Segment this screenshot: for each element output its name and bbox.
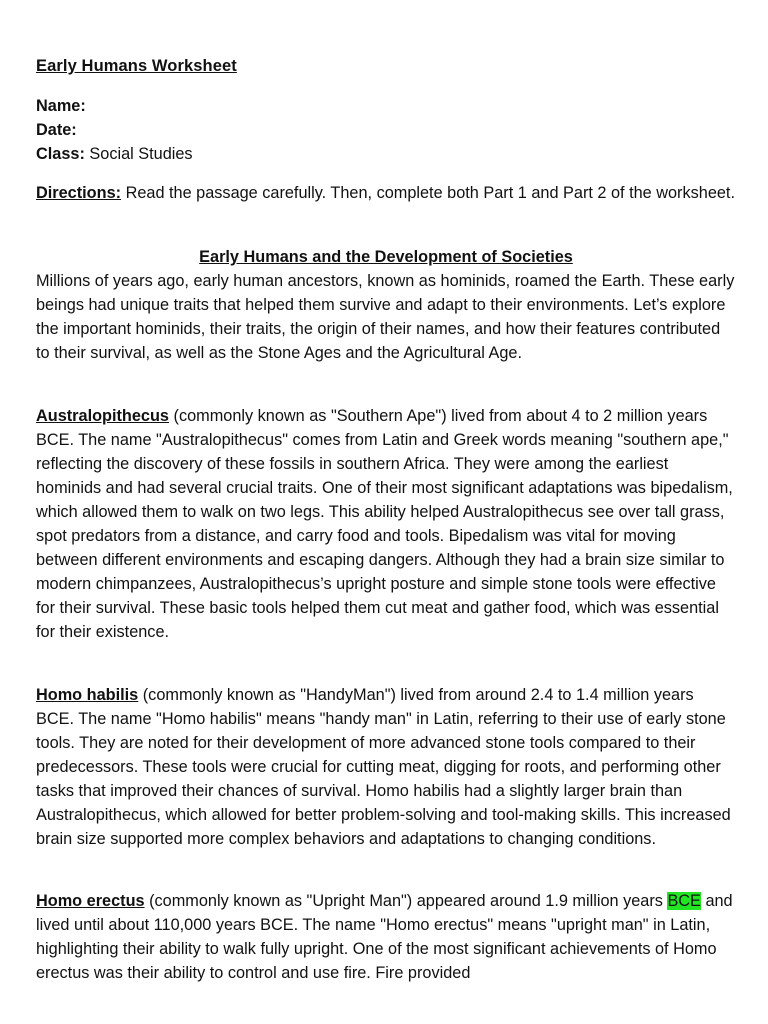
- class-field: [36, 142, 193, 166]
- date-field: [36, 118, 193, 142]
- worksheet-title: Early Humans Worksheet: [36, 57, 237, 75]
- passage-heading: Early Humans and the Development of Societies: [199, 248, 573, 266]
- class-label: Class:: [36, 145, 85, 163]
- student-info: [36, 94, 193, 166]
- name-field: [36, 94, 193, 118]
- directions-paragraph: [36, 181, 736, 205]
- directions-text: Read the passage carefully. Then, complete both Part 1 and Part 2 of the worksheet.: [121, 184, 735, 202]
- class-value: Social Studies: [84, 145, 193, 163]
- date-label: Date:: [36, 121, 77, 139]
- australopithecus-text: (commonly known as "Southern Ape") lived from about 4 to 2 million years BCE. The name "Australopithecus" comes from Latin and Greek words meaning "southern ape," reflecting the discovery of these fossils in southern Africa. They were among the earliest hominids and had several crucial traits. One of their most significant adaptations was bipedalism, which allowed them to walk on two legs. This ability helped Australopithecus see over tall grass, spot predators from a distance, and carry food and tools. Bipedalism was vital for moving between different environments and escaping dangers. Although they had a brain size similar to modern chimpanzees, Australopithecus’s upright posture and simple stone tools were effective for their survival. These basic tools helped them cut meat and gather food, which was essential for their existence.: [36, 407, 733, 641]
- australopithecus-paragraph: [36, 404, 736, 644]
- homo-erectus-text-after: and lived until about 110,000 years BCE. The name "Homo erectus" means "upright man" in Latin, highlighting their ability to walk fully upright. One of the most significant achievements of Homo erectus was their ability to control and use fire. Fire provided: [36, 892, 733, 982]
- homo-habilis-paragraph: [36, 683, 736, 851]
- intro-paragraph: Millions of years ago, early human ancestors, known as hominids, roamed the Earth. These early beings had unique traits that helped them survive and adapt to their environments. Let’s explore the important hominids, their traits, the origin of their names, and how their features contributed to their survival, as well as the Stone Ages and the Agricultural Age.: [36, 272, 735, 362]
- homo-erectus-paragraph: [36, 889, 736, 985]
- homo-habilis-term: Homo habilis: [36, 686, 139, 704]
- homo-habilis-text: (commonly known as "HandyMan") lived from around 2.4 to 1.4 million years BCE. The name "Homo habilis" means "handy man" in Latin, referring to their use of early stone tools. They are noted for their development of more advanced stone tools compared to their predecessors. These tools were crucial for cutting meat, digging for roots, and performing other tasks that improved their chances of survival. Homo habilis had a slightly larger brain than Australopithecus, which allowed for better problem-solving and tool-making skills. This increased brain size supported more complex behaviors and adaptations to changing conditions.: [36, 686, 731, 848]
- australopithecus-term: Australopithecus: [36, 407, 169, 425]
- directions-label: Directions:: [36, 184, 122, 202]
- highlighted-text: BCE: [667, 892, 701, 910]
- homo-erectus-text-before: (commonly known as "Upright Man") appeared around 1.9 million years: [144, 892, 668, 910]
- homo-erectus-term: Homo erectus: [36, 892, 145, 910]
- name-label: Name:: [36, 97, 86, 115]
